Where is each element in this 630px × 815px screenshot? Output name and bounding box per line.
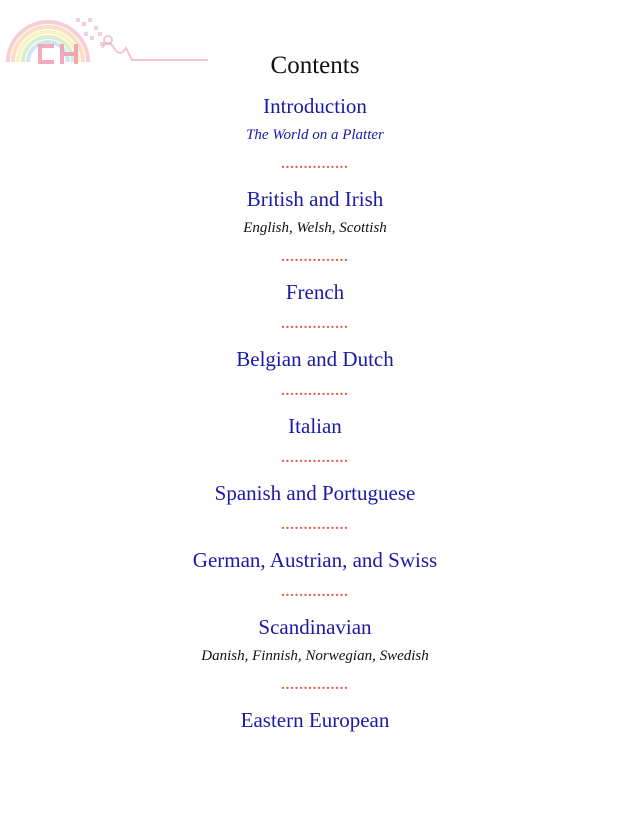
toc-entry-italian <box>0 411 630 466</box>
toc-separator: ............... <box>281 384 349 399</box>
toc-entry-scandinavian <box>0 612 630 693</box>
toc-link-british-irish[interactable]: British and Irish <box>246 187 384 211</box>
toc-entry-spanish-portuguese <box>0 478 630 533</box>
toc-entry-german-austrian-swiss <box>0 545 630 600</box>
toc-entry-french <box>0 277 630 332</box>
toc-entry-belgian-dutch <box>0 344 630 399</box>
toc-link-german-austrian-swiss[interactable]: German, Austrian, and Swiss <box>192 548 438 572</box>
toc-subtitle-british-irish: English, Welsh, Scottish <box>243 220 387 236</box>
toc-link-eastern-european[interactable]: Eastern European <box>240 708 390 732</box>
toc-subtitle-scandinavian: Danish, Finnish, Norwegian, Swedish <box>201 648 429 664</box>
toc-entry-british-irish <box>0 184 630 265</box>
toc-separator: ............... <box>281 317 349 332</box>
toc-link-french[interactable]: French <box>285 280 345 304</box>
toc-link-scandinavian[interactable]: Scandinavian <box>258 615 372 639</box>
toc-subtitle-introduction[interactable]: The World on a Platter <box>246 127 384 143</box>
toc-separator: ............... <box>281 250 349 265</box>
toc-separator: ............... <box>281 678 349 693</box>
toc-link-belgian-dutch[interactable]: Belgian and Dutch <box>236 347 394 371</box>
toc-entry-introduction <box>0 91 630 172</box>
toc-entry-eastern-european <box>0 705 630 735</box>
toc-separator: ............... <box>281 518 349 533</box>
toc-separator: ............... <box>281 451 349 466</box>
toc-link-spanish-portuguese[interactable]: Spanish and Portuguese <box>214 481 416 505</box>
toc-link-introduction[interactable]: Introduction <box>263 94 367 118</box>
page-title: Contents <box>270 52 360 79</box>
toc-separator: ............... <box>281 585 349 600</box>
toc-separator: ............... <box>281 157 349 172</box>
toc-link-italian[interactable]: Italian <box>288 414 342 438</box>
table-of-contents <box>0 91 630 735</box>
